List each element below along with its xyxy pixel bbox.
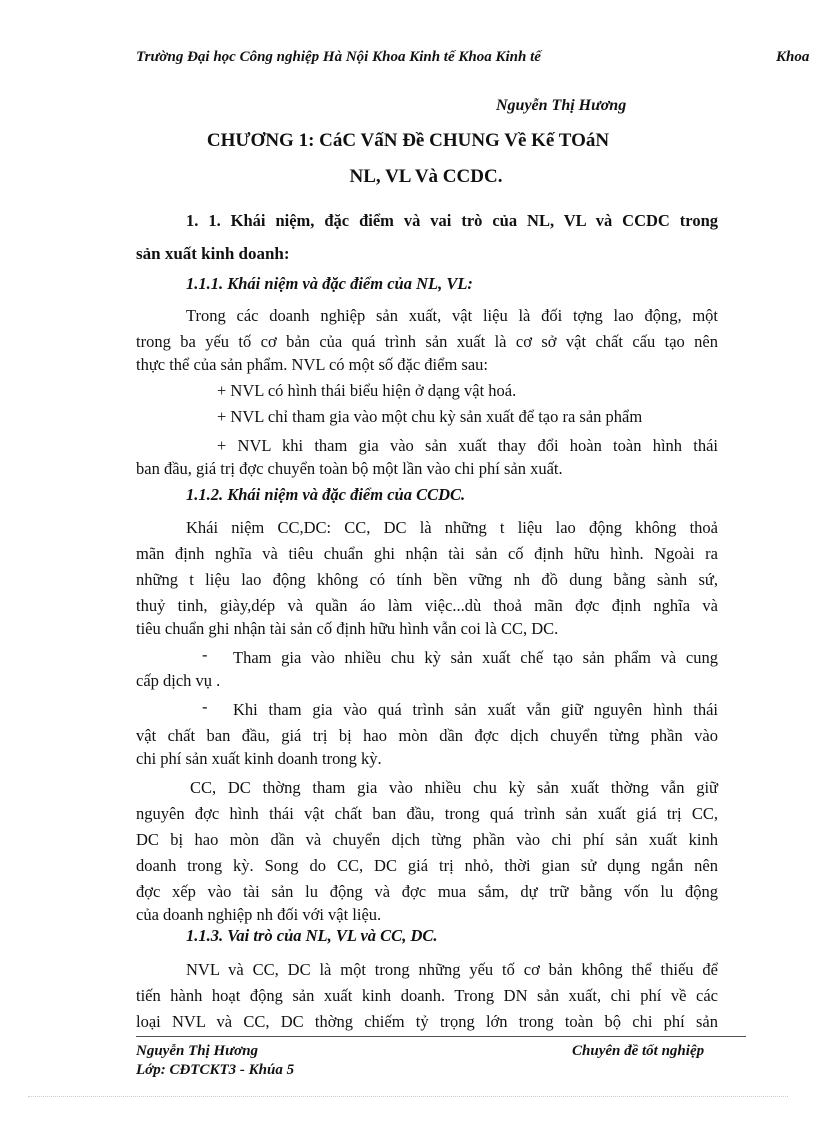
paragraph-line: loại NVL và CC, DC thờng chiếm tỷ trọng lớn trong toàn bộ chi phí sản bbox=[136, 1012, 718, 1031]
paragraph-line: tiêu chuẩn ghi nhận tài sản cố định hữu hình vẫn coi là CC, DC. bbox=[136, 619, 559, 638]
header-right: Khoa bbox=[776, 49, 810, 65]
bullet-item: + NVL khi tham gia vào sản xuất thay đổi hoàn toàn hình thái bbox=[217, 436, 718, 455]
paragraph-line: của doanh nghiệp nh đối với vật liệu. bbox=[136, 905, 382, 924]
footer-rule bbox=[136, 1036, 746, 1037]
paragraph-line: đợc xếp vào tài sản lu động và đợc mua sắm, dự trữ bằng vốn lu động bbox=[136, 882, 718, 901]
section-1-1-3-heading: 1.1.3. Vai trò của NL, VL và CC, DC. bbox=[186, 926, 438, 945]
chapter-title-line1: CHƯƠNG 1: CáC VấN Đề CHUNG Về Kế TOáN bbox=[206, 130, 610, 151]
paragraph-line: thuỷ tinh, giày,dép và quần áo làm việc...dù thoả mãn đợc định nghĩa và bbox=[136, 596, 718, 615]
paragraph-line: Trong các doanh nghiệp sản xuất, vật liệu là đối tợng lao động, một bbox=[186, 306, 718, 325]
paragraph-line: trong ba yếu tố cơ bản của quá trình sản xuất là cơ sở vật chất cấu tạo nên bbox=[136, 332, 718, 351]
paragraph-line: DC bị hao mòn dần và chuyển dịch từng phần vào chi phí sản xuất kinh bbox=[136, 830, 718, 849]
paragraph-line: những t liệu lao động không có tính bền vững nh đồ dung bằng sành sứ, bbox=[136, 570, 718, 589]
dash-marker: - bbox=[202, 645, 208, 664]
dash-item: Khi tham gia vào quá trình sản xuất vẫn giữ nguyên hình thái bbox=[233, 700, 718, 719]
section-1-1-2-heading: 1.1.2. Khái niệm và đặc điểm của CCDC. bbox=[186, 485, 466, 504]
section-1-1-heading: 1. 1. Khái niệm, đặc điểm và vai trò của NL, VL và CCDC trong bbox=[186, 211, 718, 230]
dash-item-cont: cấp dịch vụ . bbox=[136, 671, 221, 690]
paragraph-line: Khái niệm CC,DC: CC, DC là những t liệu lao động không thoả bbox=[186, 518, 718, 537]
header-author: Nguyễn Thị Hương bbox=[496, 97, 627, 114]
dash-item: Tham gia vào nhiều chu kỳ sản xuất chế tạo sản phẩm và cung bbox=[233, 648, 718, 667]
paragraph-line: nguyên đợc hình thái vật chất ban đầu, trong quá trình sản xuất giá trị CC, bbox=[136, 804, 718, 823]
header-school: Trường Đại học Công nghiệp Hà Nội Khoa Kinh tế Khoa Kinh tế bbox=[136, 49, 541, 65]
paragraph-line: tiến hành hoạt động sản xuất kinh doanh. Trong DN sản xuất, chi phí về các bbox=[136, 986, 718, 1005]
paragraph-line: mãn định nghĩa và tiêu chuẩn ghi nhận tài sản cố định hữu hình. Ngoài ra bbox=[136, 544, 718, 563]
bullet-item: + NVL chỉ tham gia vào một chu kỳ sản xuất để tạo ra sản phẩm bbox=[217, 407, 643, 426]
footer-class: Lớp: CĐTCKT3 - Khúa 5 bbox=[136, 1062, 295, 1078]
bullet-item: + NVL có hình thái biểu hiện ở dạng vật hoá. bbox=[217, 381, 517, 400]
paragraph-line: doanh trong kỳ. Song do CC, DC giá trị nhỏ, thời gian sử dụng ngắn nên bbox=[136, 856, 718, 875]
dash-item-cont: vật chất ban đầu, giá trị bị hao mòn dần đợc dịch chuyển từng phần vào bbox=[136, 726, 718, 745]
section-1-1-heading-cont: sản xuất kinh doanh: bbox=[136, 244, 290, 263]
paragraph-line: thực thể của sản phẩm. NVL có một số đặc điểm sau: bbox=[136, 355, 488, 374]
dash-marker: - bbox=[202, 697, 208, 716]
page-bottom-border bbox=[28, 1096, 788, 1097]
section-1-1-1-heading: 1.1.1. Khái niệm và đặc điểm của NL, VL: bbox=[186, 274, 473, 293]
dash-item-cont: chi phí sản xuất kinh doanh trong kỳ. bbox=[136, 749, 382, 768]
chapter-title-line2: NL, VL Và CCDC. bbox=[349, 166, 503, 187]
paragraph-line: NVL và CC, DC là một trong những yếu tố cơ bản không thể thiếu để bbox=[186, 960, 718, 979]
footer-author: Nguyễn Thị Hương bbox=[136, 1043, 259, 1059]
footer-doc-type: Chuyên đề tốt nghiệp bbox=[572, 1043, 705, 1059]
paragraph-line: CC, DC thờng tham gia vào nhiều chu kỳ sản xuất thờng vẫn giữ bbox=[190, 778, 718, 797]
bullet-item-cont: ban đầu, giá trị đợc chuyển toàn bộ một lần vào chi phí sản xuất. bbox=[136, 459, 563, 478]
